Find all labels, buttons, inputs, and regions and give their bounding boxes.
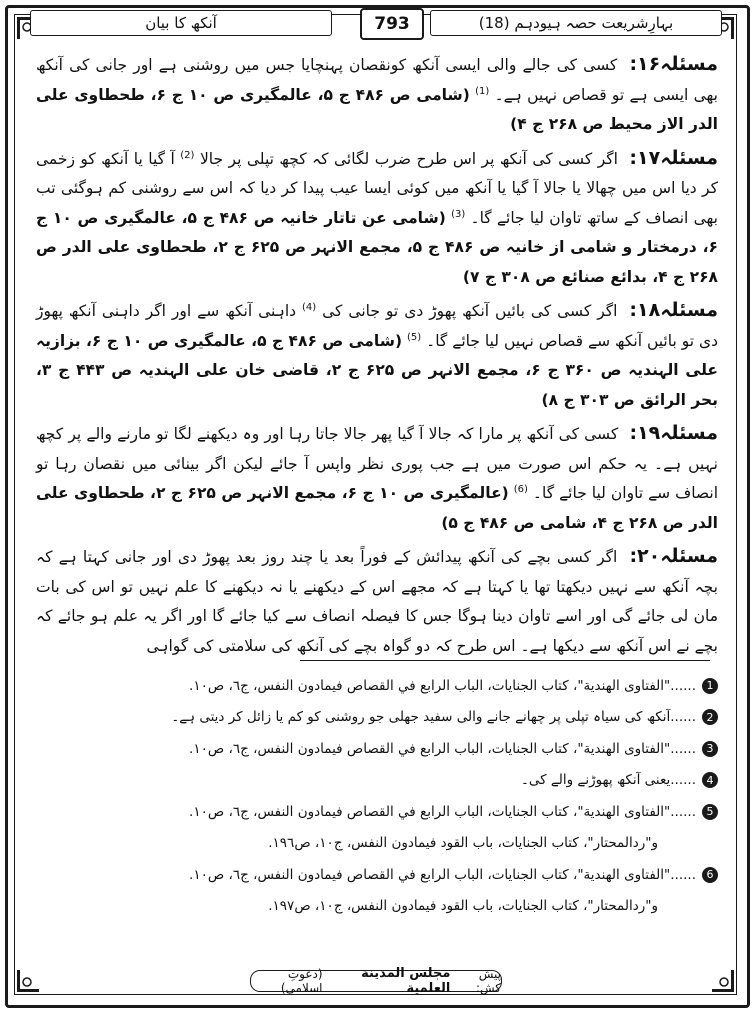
- footnote-text: ......یعنی آنکھ پھوڑنے والے کی۔: [520, 772, 696, 789]
- masala-heading: مسئلہ۱۹:: [629, 422, 719, 444]
- footnote-number: 3: [702, 741, 718, 757]
- footnote-ref: (1): [475, 85, 490, 97]
- masala-text: اگر کسی کی بائیں آنکھ پھوڑ دی تو جانی کی: [322, 302, 618, 320]
- masala-text: اگر کسی بچے کی آنکھ پیدائش کے فوراً بعد یا چند روز بعد پھوڑ دی اور جانی کہتا ہے کہ بچہ آنکھ سے نہیں دیکھتا تھا یا کہتا ہے کہ مجھے اس کے دیکھنے یا نہ دیکھنے کا علم نہیں تو اس کی بات مان لی جائے گی اور اسے تاوان دینا ہوگا جس کا فیصلہ انصاف سے کیا جائے گا اور اگر یہ علم ہو جائے کہ بچے نے اس آنکھ سے دیکھا ہے۔ اس طرح کہ دو گواہ بچے کی آنکھ کی سلامتی کی گواہی: [36, 548, 718, 655]
- footnotes: [36, 670, 718, 922]
- footnote-continuation: [36, 828, 718, 860]
- footnote-text: ......"الفتاوى الهندية"، كتاب الجنايات، الباب الرابع في القصاص فيمادون النفس، ج٦، ص١٠.: [189, 803, 696, 820]
- footnote-text: ......"الفتاوى الهندية"، كتاب الجنايات، الباب الرابع في القصاص فيمادون النفس، ج٦، ص١٠.: [189, 677, 696, 694]
- footnote-text: ......آنکھ کی سیاہ تپلی پر چھانے جانے والی سفید جھلی جو روشنی کو کم یا زائل کر دیتی ہے۔: [171, 709, 696, 726]
- footnote-divider: [300, 660, 710, 661]
- footnote-number: 1: [702, 678, 718, 694]
- footnote-text: و"ردالمحتار"، كتاب الجنايات، باب القود فيمادون النفس، ج١٠، ص١٩٦.: [268, 835, 658, 852]
- footnote-number: 5: [702, 804, 718, 820]
- main-text: [36, 50, 718, 665]
- footnote-ref: (2): [180, 149, 195, 161]
- footnote-continuation: [36, 891, 718, 923]
- corner-ornament-icon: [15, 968, 41, 994]
- footnote-text: ......"الفتاوى الهندية"، كتاب الجنايات، الباب الرابع في القصاص فيمادون النفس، ج٦، ص١٠.: [189, 866, 696, 883]
- masala-text: کسی کی جالے والی ایسی آنکھ کونقصان پہنچایا جس میں روشنی ہے اور جانی کی آنکھ بھی ایسی ہے تو قصاص نہیں ہے۔: [36, 56, 718, 104]
- masala-text: کسی کی آنکھ پر مارا کہ جالا آ گیا پھر جالا جاتا رہا اور وہ دیکھنے لگا تو مارنے والے پر کچھ نہیں ہے۔ یہ حکم اس صورت میں ہے جب پوری نظر واپس آ جائے لیکن اگر بینائی میں نقصان رہا تو انصاف سے تاوان لیا جائے گا۔: [36, 425, 718, 502]
- citation: (شامی ص ۴۸۶ ج ۵، عالمگیری ص ۱۰ ج ۶، طحطاوی علی الدر الاز محیط ص ۲۶۸ ج ۴): [36, 85, 718, 133]
- chapter-title: آنکھ کا بیان: [30, 10, 332, 36]
- footnote-ref: (6): [513, 483, 528, 495]
- masala-heading: مسئلہ۱۶:: [629, 53, 718, 75]
- masala-text: اگر کسی کی آنکھ پر اس طرح ضرب لگائی کہ کچھ تپلی پر جالا: [199, 149, 618, 168]
- footnote-text: ......"الفتاوى الهندية"، كتاب الجنايات، الباب الرابع في القصاص فيمادون النفس، ج٦، ص١٠.: [189, 740, 696, 757]
- footnote-text: و"ردالمحتار"، كتاب الجنايات، باب القود فيمادون النفس، ج١٠، ص١٩٧.: [268, 898, 658, 915]
- footnote-number: 6: [702, 867, 718, 883]
- masala-20: [36, 542, 718, 661]
- masala-heading: مسئلہ۱۷:: [629, 146, 718, 169]
- page-number: 793: [360, 8, 424, 40]
- footnote-item: [36, 796, 718, 828]
- footnote-item: [36, 765, 718, 797]
- citation: (شامی عن تاتار خانیہ ص ۴۸۶ ج ۵، عالمگیری ص ۱۰ ج ۶، درمختار و شامی از خانیہ ص ۴۸۶ ج ۵، مجمع الانہر ص ۶۲۵ ج ۲، طحطاوی علی الدر ص ۲۶۸ ج ۴، بدائع صنائع ص ۳۰۸ ج ۷): [36, 208, 718, 286]
- footnote-number: 2: [702, 709, 718, 725]
- masala-text: داہنی آنکھ سے اور اگر داہنی آنکھ پھوڑ دی تو بائیں آنکھ سے قصاص نہیں لیا جائے گا۔: [36, 302, 719, 350]
- footnote-ref: (5): [407, 331, 422, 343]
- masala-text: آ گیا یا آنکھ کو زخمی کر دیا اس میں چھالا یا جالا آ گیا یا آنکھ میں کوئی ایسا عیب پیدا کر دیا کہ اس سے روشنی کم ہوگئی تب بھی انصاف کے ساتھ تاوان لیا جائے گا۔: [36, 149, 718, 227]
- masala-18: [36, 296, 718, 415]
- citation: (شامی ص ۴۸۶ ج ۵، عالمگیری ص ۱۰ ج ۶، بزازیہ علی الہندیہ ص ۳۶۰ ج ۶، مجمع الانہر ص ۶۲۵ ج ۲، قاضی خان علی الہندیہ ص ۴۴۳ ج ۳، بحر الرائق ص ۳۰۳ ج ۸): [36, 331, 718, 409]
- footnote-item: [36, 733, 718, 765]
- masala-19: [36, 419, 718, 538]
- publisher-name: مجلس المدينة العلمية: [361, 966, 451, 996]
- footnote-ref: (4): [302, 301, 317, 313]
- book-title: بہارِشریعت حصہ ہیودہم (18): [430, 10, 722, 36]
- footnote-ref: (3): [451, 208, 466, 220]
- page-footer: [250, 966, 502, 996]
- footer-suffix: (دعوتِ اسلامی): [280, 967, 323, 995]
- footnote-item: [36, 702, 718, 734]
- masala-heading: مسئلہ۲۰:: [629, 545, 718, 567]
- masala-17: [36, 144, 718, 293]
- corner-ornament-icon: [710, 968, 736, 994]
- citation: (عالمگیری ص ۱۰ ج ۶، مجمع الانہر ص ۶۲۵ ج ۲، طحطاوی علی الدر ص ۲۶۸ ج ۴، شامی ص ۴۸۶ ج ۵): [36, 484, 718, 532]
- page-header: [30, 8, 723, 38]
- footnote-number: 4: [702, 772, 718, 788]
- footnote-item: [36, 670, 718, 702]
- masala-16: [36, 50, 718, 140]
- footnote-item: [36, 859, 718, 891]
- masala-heading: مسئلہ۱۸:: [629, 299, 718, 321]
- footer-prefix: پیش کش:: [475, 967, 501, 995]
